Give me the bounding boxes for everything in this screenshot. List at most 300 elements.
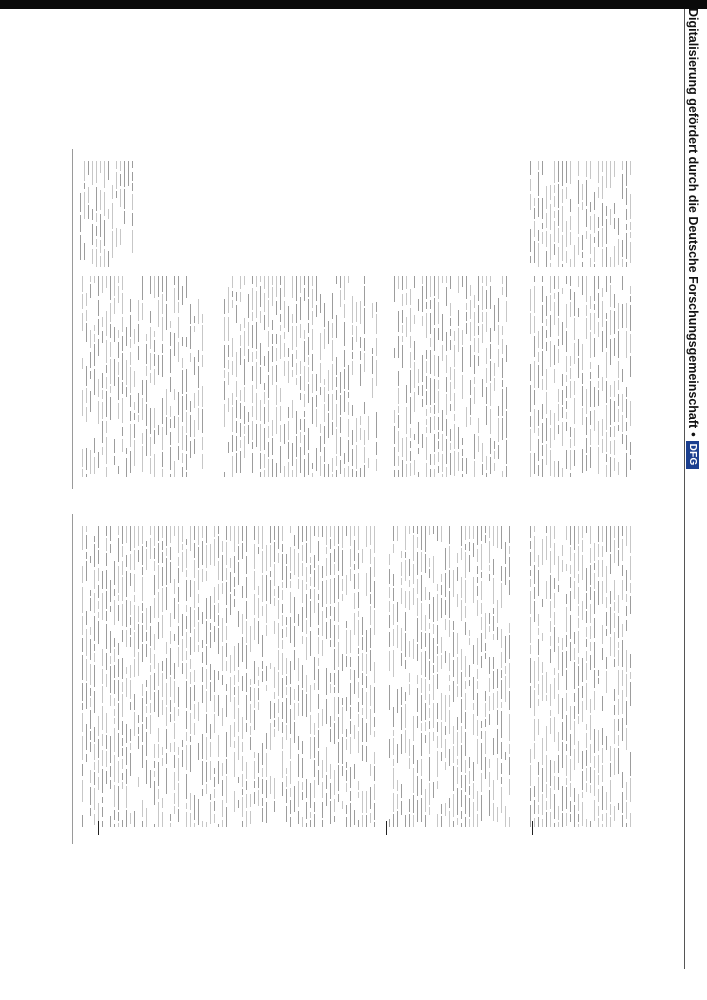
scan-text-fragment — [278, 717, 279, 731]
scan-text-fragment — [286, 687, 287, 695]
scan-text-fragment — [338, 625, 339, 639]
scan-text-fragment — [421, 798, 422, 822]
scan-text-fragment — [94, 814, 95, 825]
scan-text-fragment — [401, 578, 402, 585]
scan-text-fragment — [534, 743, 535, 759]
scan-text-fragment — [344, 468, 345, 477]
scan-text-fragment — [362, 637, 363, 650]
scan-text-fragment — [282, 653, 283, 675]
scan-text-fragment — [276, 334, 277, 344]
scan-text-fragment — [358, 656, 359, 678]
scan-text-fragment — [590, 234, 591, 254]
scan-text-fragment — [334, 549, 335, 562]
scan-text-fragment — [290, 573, 291, 579]
scan-text-fragment — [202, 821, 203, 827]
scan-text-fragment — [284, 466, 285, 477]
scan-text-fragment — [134, 413, 135, 420]
scan-text-fragment — [457, 767, 458, 784]
scan-text-fragment — [214, 626, 215, 642]
scan-text-fragment — [542, 768, 543, 792]
scan-text-fragment — [226, 626, 227, 640]
scan-text-fragment — [582, 802, 583, 826]
scan-text-fragment — [478, 418, 479, 433]
scan-text-fragment — [558, 161, 559, 182]
scan-text-fragment — [433, 675, 434, 700]
scan-text-fragment — [342, 579, 343, 591]
scan-text-fragment — [574, 450, 575, 466]
scan-text-fragment — [614, 311, 615, 334]
scan-text-fragment — [358, 714, 359, 727]
scan-text-fragment — [142, 577, 143, 601]
scan-text-fragment — [118, 538, 119, 562]
scan-text-fragment — [240, 292, 241, 302]
scan-text-fragment — [594, 410, 595, 431]
scan-text-fragment — [497, 526, 498, 548]
scan-text-fragment — [102, 769, 103, 793]
scan-text-fragment — [356, 471, 357, 477]
scan-text-fragment — [134, 574, 135, 592]
scan-text-fragment — [486, 290, 487, 309]
scan-text-fragment — [102, 593, 103, 620]
scan-text-fragment — [154, 430, 155, 444]
scan-text-fragment — [324, 464, 325, 477]
scan-text-fragment — [594, 618, 595, 638]
scan-text-fragment — [505, 676, 506, 702]
scan-text-fragment — [162, 469, 163, 477]
scan-text-fragment — [614, 381, 615, 397]
scan-text-fragment — [166, 548, 167, 556]
scan-text-fragment — [154, 673, 155, 690]
scan-text-fragment — [622, 690, 623, 714]
scan-text-fragment — [610, 554, 611, 574]
scan-text-fragment — [473, 577, 474, 603]
scan-text-fragment — [602, 814, 603, 821]
scan-text-fragment — [414, 315, 415, 324]
scan-text-fragment — [134, 712, 135, 736]
scan-text-fragment — [366, 746, 367, 762]
scan-text-fragment — [598, 775, 599, 785]
scan-text-fragment — [614, 580, 615, 600]
scan-text-fragment — [94, 653, 95, 662]
scan-text-fragment — [230, 725, 231, 747]
scan-text-fragment — [96, 213, 97, 222]
scan-text-fragment — [425, 633, 426, 647]
scan-text-fragment — [174, 742, 175, 752]
scan-text-fragment — [493, 803, 494, 821]
scan-text-fragment — [194, 393, 195, 408]
scan-text-fragment — [102, 317, 103, 327]
scan-text-fragment — [226, 582, 227, 605]
scan-text-fragment — [162, 588, 163, 612]
scan-text-fragment — [272, 346, 273, 362]
scan-text-fragment — [238, 526, 239, 544]
scan-text-fragment — [498, 406, 499, 416]
scan-text-fragment — [485, 526, 486, 533]
scan-text-fragment — [110, 359, 111, 384]
scan-text-fragment — [570, 289, 571, 300]
scan-text-fragment — [425, 615, 426, 631]
scan-text-fragment — [182, 286, 183, 305]
scan-text-fragment — [497, 807, 498, 822]
scan-text-fragment — [485, 703, 486, 717]
scan-text-fragment — [246, 526, 247, 552]
scan-text-fragment — [550, 234, 551, 260]
scan-text-fragment — [264, 276, 265, 289]
scan-text-fragment — [346, 805, 347, 814]
scan-text-fragment — [350, 669, 351, 680]
scan-text-fragment — [298, 658, 299, 681]
scan-text-fragment — [178, 417, 179, 443]
scan-text-fragment — [296, 304, 297, 323]
scan-text-fragment — [316, 305, 317, 317]
scan-text-fragment — [122, 353, 123, 380]
scan-text-fragment — [477, 549, 478, 562]
scan-text-fragment — [534, 241, 535, 263]
scan-text-fragment — [142, 800, 143, 817]
scan-text-fragment — [258, 598, 259, 618]
scan-text-fragment — [374, 822, 375, 827]
scan-text-fragment — [266, 685, 267, 691]
scan-text-fragment — [562, 638, 563, 650]
scan-text-fragment — [146, 366, 147, 376]
scan-text-fragment — [590, 362, 591, 369]
scan-text-fragment — [206, 621, 207, 644]
scan-text-fragment — [118, 659, 119, 677]
top-black-bar — [0, 0, 707, 9]
scan-text-fragment — [454, 345, 455, 367]
scan-text-fragment — [330, 539, 331, 549]
scan-text-fragment — [254, 710, 255, 730]
scan-text-fragment — [268, 331, 269, 347]
scan-text-fragment — [336, 357, 337, 375]
scan-text-fragment — [142, 303, 143, 320]
scan-text-fragment — [473, 677, 474, 700]
scan-text-fragment — [86, 448, 87, 470]
scan-text-fragment — [338, 697, 339, 714]
scan-text-fragment — [538, 570, 539, 596]
scan-text-fragment — [150, 538, 151, 559]
scan-text-fragment — [138, 415, 139, 422]
scan-text-fragment — [582, 184, 583, 200]
scan-text-fragment — [318, 594, 319, 600]
scan-text-fragment — [606, 405, 607, 430]
scan-text-fragment — [146, 549, 147, 570]
scan-text-fragment — [308, 428, 309, 450]
scan-text-fragment — [602, 824, 603, 827]
scan-text-fragment — [409, 814, 410, 827]
scan-text-fragment — [358, 620, 359, 646]
scan-text-fragment — [530, 385, 531, 412]
scan-text-fragment — [116, 191, 117, 198]
scan-text-fragment — [570, 381, 571, 398]
scan-text-fragment — [376, 442, 377, 455]
scan-text-fragment — [326, 558, 327, 576]
scan-text-fragment — [481, 581, 482, 600]
scan-text-fragment — [538, 352, 539, 362]
scan-text-fragment — [490, 344, 491, 359]
scan-text-fragment — [282, 615, 283, 626]
scan-text-fragment — [458, 427, 459, 449]
scan-text-fragment — [598, 806, 599, 816]
scan-text-fragment — [433, 638, 434, 663]
scan-text-fragment — [322, 782, 323, 798]
scan-text-fragment — [186, 745, 187, 770]
scan-text-fragment — [366, 692, 367, 719]
scan-text-fragment — [566, 564, 567, 571]
scan-text-fragment — [417, 598, 418, 616]
scan-text-fragment — [374, 662, 375, 683]
scan-text-fragment — [260, 276, 261, 282]
scan-text-fragment — [578, 814, 579, 822]
scan-text-fragment — [222, 820, 223, 827]
scan-text-fragment — [102, 686, 103, 703]
scan-text-fragment — [106, 538, 107, 551]
scan-text-fragment — [429, 558, 430, 567]
scan-text-fragment — [442, 434, 443, 451]
scan-text-fragment — [586, 417, 587, 435]
scan-text-fragment — [574, 805, 575, 827]
scan-text-fragment — [206, 762, 207, 782]
scan-text-fragment — [626, 303, 627, 328]
scan-text-fragment — [98, 550, 99, 564]
scan-text-fragment — [314, 780, 315, 798]
scan-text-fragment — [360, 428, 361, 440]
scan-text-fragment — [154, 781, 155, 805]
scan-text-fragment — [290, 817, 291, 827]
scan-text-fragment — [506, 387, 507, 409]
scan-text-fragment — [262, 661, 263, 669]
scan-text-fragment — [314, 589, 315, 613]
scan-text-fragment — [425, 722, 426, 731]
scan-text-fragment — [566, 744, 567, 751]
scan-text-fragment — [578, 308, 579, 317]
scan-text-fragment — [170, 814, 171, 821]
scan-text-fragment — [174, 806, 175, 814]
scan-text-fragment — [174, 461, 175, 477]
scan-text-fragment — [449, 695, 450, 707]
scan-text-fragment — [350, 721, 351, 734]
scan-text-fragment — [174, 526, 175, 536]
scan-text-fragment — [622, 174, 623, 199]
scan-text-fragment — [554, 678, 555, 699]
scan-text-fragment — [610, 257, 611, 267]
scan-text-fragment — [190, 793, 191, 810]
scan-text-fragment — [202, 437, 203, 450]
scan-text-fragment — [242, 637, 243, 662]
scan-text-fragment — [86, 659, 87, 681]
scan-text-fragment — [86, 611, 87, 625]
scan-text-fragment — [306, 584, 307, 590]
scan-text-fragment — [550, 718, 551, 734]
scan-text-fragment — [90, 556, 91, 563]
scan-text-fragment — [110, 666, 111, 693]
scan-text-fragment — [598, 560, 599, 577]
scan-text-fragment — [602, 203, 603, 226]
scan-text-fragment — [94, 788, 95, 810]
scan-text-fragment — [626, 650, 627, 672]
scan-text-fragment — [554, 543, 555, 565]
scan-text-fragment — [490, 361, 491, 381]
scan-text-fragment — [170, 377, 171, 392]
scan-text-fragment — [326, 668, 327, 695]
scan-text-fragment — [358, 820, 359, 827]
scan-text-fragment — [374, 526, 375, 553]
scan-text-fragment — [405, 692, 406, 701]
scan-text-fragment — [280, 388, 281, 402]
scan-text-fragment — [538, 410, 539, 426]
scan-text-fragment — [421, 723, 422, 731]
scan-text-fragment — [236, 352, 237, 377]
scan-text-fragment — [154, 408, 155, 428]
scan-text-fragment — [622, 394, 623, 412]
scan-text-fragment — [397, 602, 398, 622]
scan-text-fragment — [486, 312, 487, 332]
scan-text-fragment — [108, 161, 109, 180]
scan-text-fragment — [374, 784, 375, 800]
scan-text-fragment — [493, 526, 494, 546]
scan-text-fragment — [398, 415, 399, 428]
scan-text-fragment — [405, 526, 406, 550]
scan-text-fragment — [198, 299, 199, 324]
scan-text-fragment — [614, 540, 615, 563]
scan-text-fragment — [501, 629, 502, 648]
scan-text-fragment — [421, 526, 422, 550]
scan-text-fragment — [258, 688, 259, 700]
scan-text-fragment — [622, 539, 623, 561]
scan-text-fragment — [501, 652, 502, 668]
scan-text-fragment — [130, 665, 131, 678]
scan-text-fragment — [292, 443, 293, 466]
scan-text-fragment — [94, 762, 95, 770]
scan-text-fragment — [372, 348, 373, 354]
scan-text-fragment — [437, 781, 438, 789]
scan-text-fragment — [618, 748, 619, 774]
scan-text-fragment — [112, 185, 113, 199]
scan-text-fragment — [266, 753, 267, 777]
scan-text-fragment — [566, 401, 567, 409]
scan-text-fragment — [90, 627, 91, 635]
scan-text-fragment — [505, 752, 506, 760]
scan-text-fragment — [198, 350, 199, 362]
scan-text-fragment — [398, 470, 399, 477]
scan-text-fragment — [574, 398, 575, 424]
scan-text-fragment — [186, 732, 187, 741]
scan-text-fragment — [282, 604, 283, 613]
scan-text-fragment — [256, 351, 257, 359]
scan-text-fragment — [530, 429, 531, 451]
scan-text-fragment — [364, 353, 365, 372]
scan-text-fragment — [606, 313, 607, 319]
scan-text-fragment — [453, 821, 454, 827]
scan-text-fragment — [312, 289, 313, 308]
scan-text-fragment — [106, 526, 107, 536]
scan-text-fragment — [546, 726, 547, 751]
scan-text-fragment — [318, 713, 319, 728]
scan-text-fragment — [270, 571, 271, 577]
scan-text-fragment — [82, 390, 83, 416]
scan-text-fragment — [202, 526, 203, 538]
scan-text-fragment — [324, 379, 325, 385]
scan-text-fragment — [178, 446, 179, 460]
scan-text-fragment — [477, 693, 478, 716]
margin-mark — [98, 821, 99, 835]
scan-text-fragment — [242, 797, 243, 817]
scan-text-fragment — [314, 683, 315, 690]
scan-text-fragment — [246, 577, 247, 598]
scan-text-fragment — [102, 331, 103, 343]
scan-text-fragment — [110, 342, 111, 357]
scan-text-fragment — [190, 607, 191, 633]
scan-text-fragment — [438, 452, 439, 462]
scan-text-fragment — [244, 387, 245, 402]
column-separator — [72, 149, 73, 489]
scan-text-fragment — [326, 793, 327, 806]
scan-text-fragment — [558, 318, 559, 336]
scan-text-fragment — [296, 459, 297, 477]
scan-text-fragment — [482, 312, 483, 322]
scan-text-fragment — [566, 161, 567, 183]
scan-text-fragment — [228, 287, 229, 313]
scan-text-fragment — [610, 591, 611, 604]
scan-text-fragment — [126, 747, 127, 765]
scan-text-fragment — [430, 350, 431, 374]
scan-text-fragment — [146, 717, 147, 729]
scan-text-fragment — [202, 761, 203, 785]
scan-text-fragment — [502, 418, 503, 440]
scan-text-fragment — [362, 673, 363, 685]
scan-text-fragment — [280, 288, 281, 310]
scan-text-fragment — [274, 720, 275, 727]
scan-text-fragment — [304, 435, 305, 455]
scan-text-fragment — [401, 628, 402, 651]
scan-text-fragment — [158, 592, 159, 618]
scan-text-fragment — [626, 399, 627, 418]
scan-text-fragment — [332, 293, 333, 319]
scan-text-fragment — [146, 380, 147, 402]
scan-text-fragment — [262, 526, 263, 549]
scan-text-fragment — [134, 694, 135, 710]
scan-text-fragment — [409, 591, 410, 610]
scan-text-fragment — [186, 616, 187, 629]
scan-text-fragment — [306, 543, 307, 563]
scan-text-fragment — [602, 288, 603, 297]
scan-text-fragment — [262, 779, 263, 794]
scan-text-fragment — [610, 804, 611, 815]
scan-text-fragment — [366, 676, 367, 688]
scan-text-fragment — [166, 768, 167, 794]
scan-text-fragment — [314, 814, 315, 827]
scan-text-fragment — [441, 574, 442, 582]
scan-text-fragment — [566, 386, 567, 398]
scan-text-fragment — [582, 540, 583, 552]
scan-text-fragment — [509, 663, 510, 688]
scan-text-fragment — [622, 304, 623, 328]
scan-text-fragment — [606, 597, 607, 608]
scan-text-fragment — [274, 692, 275, 699]
scan-text-fragment — [110, 695, 111, 706]
scan-text-fragment — [86, 366, 87, 386]
scan-text-fragment — [398, 336, 399, 358]
scan-text-fragment — [242, 774, 243, 787]
scan-text-fragment — [106, 553, 107, 566]
scan-text-fragment — [562, 786, 563, 811]
scan-text-fragment — [134, 632, 135, 657]
scan-text-fragment — [290, 687, 291, 705]
scan-text-fragment — [578, 161, 579, 176]
scan-text-fragment — [438, 441, 439, 449]
scan-text-fragment — [286, 698, 287, 723]
scan-text-fragment — [413, 639, 414, 659]
